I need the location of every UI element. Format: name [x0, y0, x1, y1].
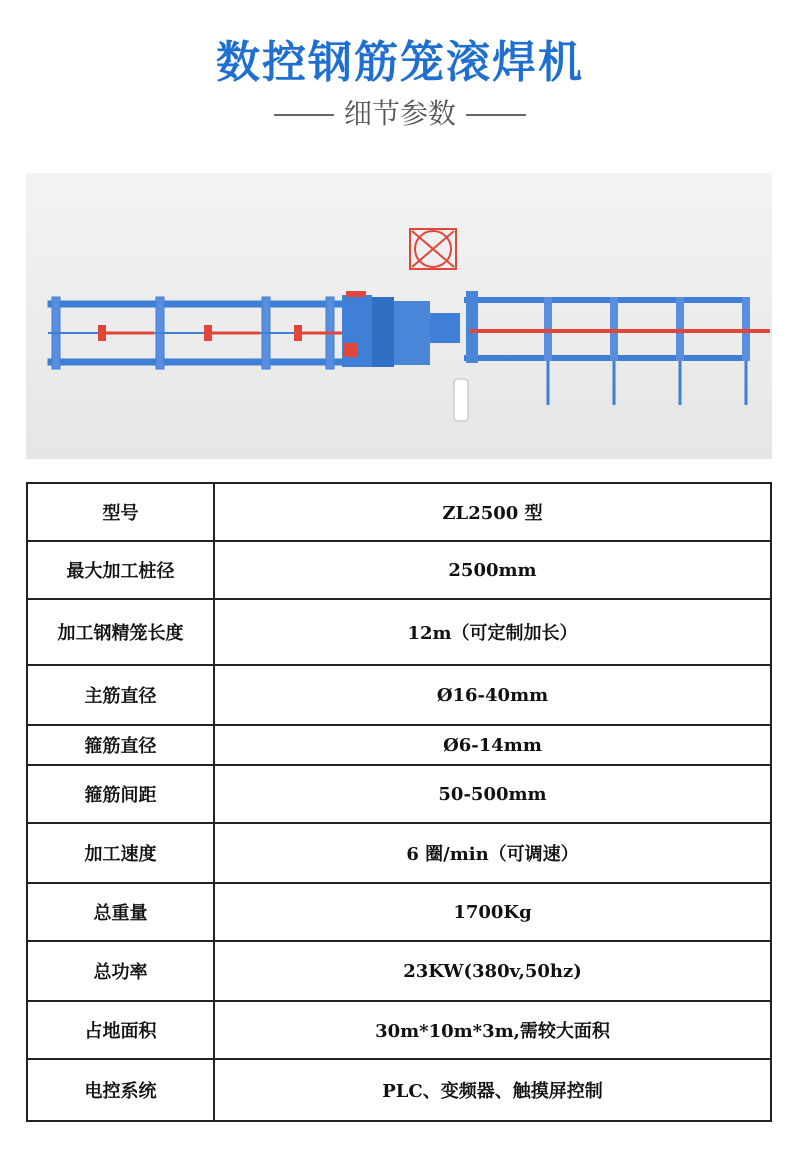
table-row [27, 765, 771, 823]
spec-key: 加工钢精笼长度 [27, 599, 214, 665]
spec-value: 23KW(380v,50hz) [214, 941, 771, 1001]
subtitle-text: 细节参数 [343, 97, 456, 130]
guide-rods [98, 325, 348, 341]
table-row [27, 665, 771, 725]
page-title: 数控钢筋笼滚焊机 [216, 37, 584, 88]
spec-key: 箍筋直径 [27, 725, 214, 765]
welding-head-unit [342, 291, 460, 367]
table-row [27, 483, 771, 541]
control-cabinet [454, 379, 468, 421]
spec-value: 30m*10m*3m,需较大面积 [214, 1001, 771, 1059]
spec-key: 占地面积 [27, 1001, 214, 1059]
spec-key: 总功率 [27, 941, 214, 1001]
spec-value: 6 圈/min（可调速） [214, 823, 771, 883]
spec-value: Ø6-14mm [214, 725, 771, 765]
spec-key: 主筋直径 [27, 665, 214, 725]
section-subtitle [0, 92, 800, 132]
spec-value: Ø16-40mm [214, 665, 771, 725]
spec-table [26, 482, 772, 1122]
machine-illustration [26, 173, 772, 459]
spec-key: 型号 [27, 483, 214, 541]
table-row [27, 941, 771, 1001]
spec-value: 2500mm [214, 541, 771, 599]
table-row [27, 541, 771, 599]
rotating-cage [464, 291, 770, 363]
table-row [27, 725, 771, 765]
support-stands [548, 361, 746, 405]
divider-right [466, 114, 526, 116]
table-row [27, 1001, 771, 1059]
table-row [27, 823, 771, 883]
divider-left [274, 114, 334, 116]
spec-key: 总重量 [27, 883, 214, 941]
table-row [27, 883, 771, 941]
spec-key: 最大加工桩径 [27, 541, 214, 599]
spec-value: 12m（可定制加长） [214, 599, 771, 665]
table-row [27, 599, 771, 665]
spec-key: 箍筋间距 [27, 765, 214, 823]
spec-value: 1700Kg [214, 883, 771, 941]
table-row [27, 1059, 771, 1121]
spec-value: PLC、变频器、触摸屏控制 [214, 1059, 771, 1121]
machine-render [26, 173, 772, 459]
spec-key: 电控系统 [27, 1059, 214, 1121]
spec-key: 加工速度 [27, 823, 214, 883]
cooling-fan-icon [410, 229, 456, 269]
spec-value: 50-500mm [214, 765, 771, 823]
spec-value: ZL2500 型 [214, 483, 771, 541]
